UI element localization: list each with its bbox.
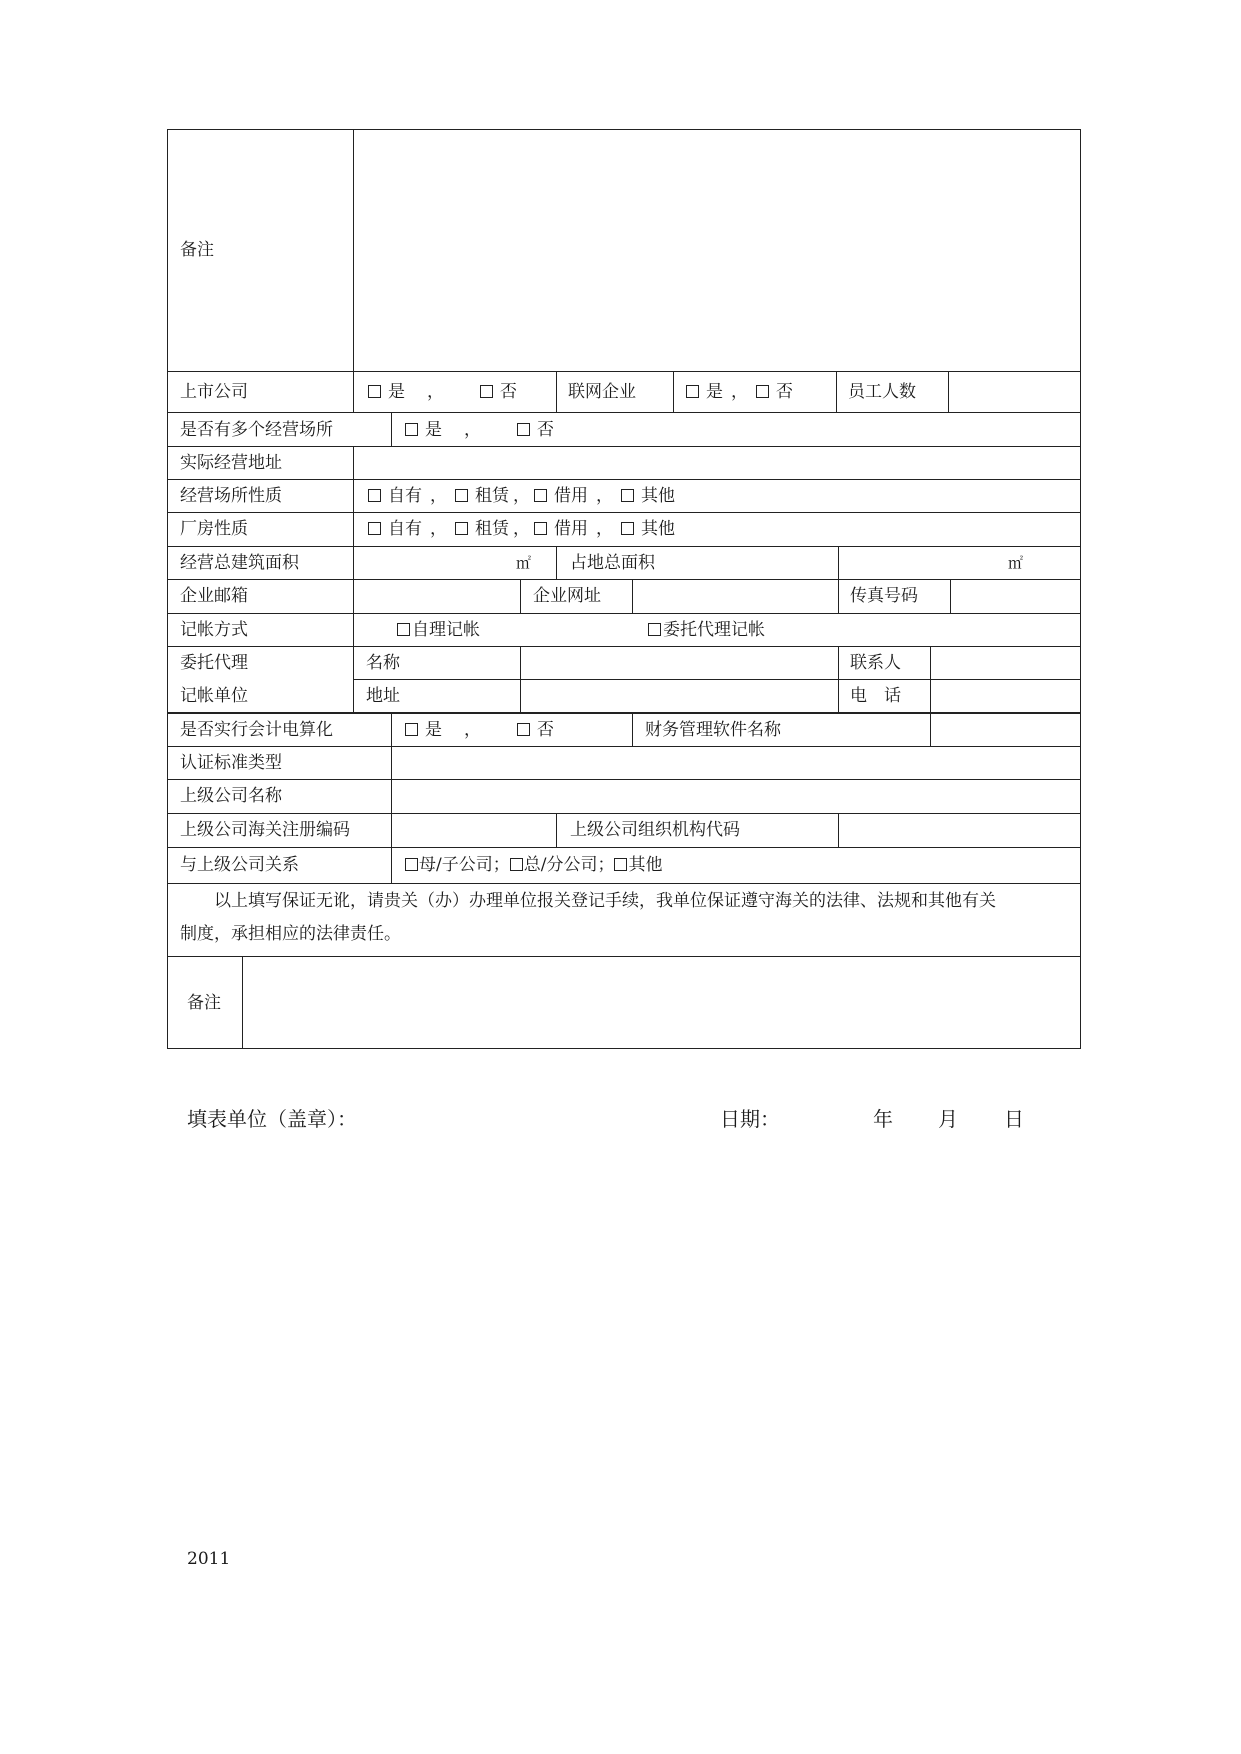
- parent-customs-code-label: 上级公司海关注册编码: [180, 820, 350, 840]
- computerized-no-option[interactable]: [517, 720, 554, 740]
- networked-no-option[interactable]: [756, 382, 793, 402]
- checkbox[interactable]: [648, 623, 661, 636]
- row-divider: [167, 479, 1081, 480]
- site-own-option[interactable]: [368, 486, 422, 506]
- agency-phone-label: 电 话: [850, 686, 901, 706]
- col-divider: [353, 129, 354, 413]
- checkbox[interactable]: [534, 489, 547, 502]
- row-divider: [167, 412, 1081, 413]
- land-area-field[interactable]: [840, 548, 1078, 578]
- remarks-top-label: 备注: [180, 240, 214, 260]
- option-label: 否: [537, 420, 554, 440]
- checkbox[interactable]: [756, 385, 769, 398]
- date-label: 日期：: [720, 1107, 780, 1131]
- checkbox[interactable]: [480, 385, 493, 398]
- checkbox[interactable]: [368, 522, 381, 535]
- option-label: 总/分公司；: [523, 855, 615, 875]
- listed-company-label: 上市公司: [180, 382, 248, 402]
- col-divider: [556, 813, 557, 847]
- land-area-label: 占地总面积: [570, 553, 655, 573]
- computerized-options: 是 ， 否: [405, 720, 554, 740]
- filler-unit-label: 填表单位（盖章）：: [187, 1107, 357, 1131]
- option-label: 自有: [388, 486, 422, 506]
- parent-customs-code-field[interactable]: [393, 815, 555, 845]
- multiple-sites-label: 是否有多个经营场所: [180, 420, 333, 440]
- row-divider: [167, 813, 1081, 814]
- date-day-label: 日: [1004, 1107, 1024, 1131]
- checkbox[interactable]: [510, 858, 523, 871]
- row-divider: [167, 646, 1081, 647]
- checkbox[interactable]: [621, 489, 634, 502]
- actual-address-field[interactable]: [355, 448, 1078, 478]
- parent-org-code-label: 上级公司组织机构代码: [570, 820, 740, 840]
- checkbox[interactable]: [405, 858, 418, 871]
- parent-name-field[interactable]: [393, 781, 1078, 811]
- option-label: 借用: [554, 486, 588, 506]
- checkbox[interactable]: [517, 423, 530, 436]
- software-name-field[interactable]: [932, 715, 1078, 745]
- relation-head-branch-option[interactable]: [510, 855, 615, 875]
- actual-address-label: 实际经营地址: [180, 453, 282, 473]
- checkbox[interactable]: [368, 385, 381, 398]
- relation-parent-sub-option[interactable]: [405, 855, 510, 875]
- parent-name-label: 上级公司名称: [180, 786, 282, 806]
- option-label: 租赁: [475, 519, 509, 539]
- option-label: 委托代理记帐: [663, 620, 765, 640]
- option-label: 其他: [628, 855, 663, 875]
- plant-borrow-option[interactable]: [534, 519, 588, 539]
- page-year: 2011: [187, 1549, 231, 1569]
- agency-contact-label: 联系人: [850, 653, 901, 673]
- computerized-yes-option[interactable]: [405, 720, 442, 740]
- table-border: [167, 1048, 1081, 1049]
- row-divider: [167, 712, 1081, 714]
- declaration-line1: 以上填写保证无讹，请贵关（办）办理单位报关登记手续，我单位保证遵守海关的法律、法规和其他有关: [214, 891, 996, 911]
- col-divider: [353, 646, 354, 713]
- row-divider: [167, 579, 1081, 580]
- col-divider: [353, 579, 354, 647]
- table-border: [167, 129, 168, 1049]
- date-year-label: 年: [873, 1107, 893, 1131]
- agency-phone-field[interactable]: [932, 681, 1078, 711]
- checkbox[interactable]: [405, 723, 418, 736]
- col-divider: [838, 813, 839, 847]
- table-border: [1080, 129, 1081, 1049]
- relation-other-option[interactable]: [614, 855, 662, 875]
- plant-nature-options: 自有 ， 租赁 ， 借用 ， 其他: [368, 519, 675, 539]
- checkbox[interactable]: [621, 522, 634, 535]
- col-divider: [520, 579, 521, 613]
- networked-yes-option[interactable]: [686, 382, 723, 402]
- row-divider: [167, 956, 1081, 957]
- networked-label: 联网企业: [568, 382, 636, 402]
- listed-company-options: 是 ， 否: [368, 382, 517, 402]
- agency-contact-field[interactable]: [932, 648, 1078, 678]
- agency-label-line2: 记帐单位: [180, 686, 248, 706]
- col-divider: [838, 546, 839, 580]
- option-label: 租赁: [475, 486, 509, 506]
- col-divider: [836, 371, 837, 413]
- site-borrow-option[interactable]: [534, 486, 588, 506]
- multiple-sites-no-option[interactable]: [517, 420, 554, 440]
- agency-name-field[interactable]: [522, 648, 837, 678]
- option-label: 是: [706, 382, 723, 402]
- option-label: 母/子公司；: [419, 855, 510, 875]
- site-other-option[interactable]: [621, 486, 675, 506]
- option-label: 其他: [641, 486, 675, 506]
- row-divider: [167, 847, 1081, 848]
- employee-count-label: 员工人数: [848, 382, 916, 402]
- site-lease-option[interactable]: [455, 486, 509, 506]
- plant-other-option[interactable]: [621, 519, 675, 539]
- col-divider: [838, 579, 839, 613]
- computerized-label: 是否实行会计电算化: [180, 720, 333, 740]
- bookkeeping-label: 记帐方式: [180, 620, 248, 640]
- table-border: [167, 129, 1081, 130]
- option-label: 是: [425, 420, 442, 440]
- fax-label: 传真号码: [850, 586, 918, 606]
- multiple-sites-yes-option[interactable]: [405, 420, 442, 440]
- option-label: 自理记帐: [412, 620, 480, 640]
- fax-field[interactable]: [952, 581, 1078, 611]
- agency-name-label: 名称: [366, 653, 400, 673]
- option-label: 是: [425, 720, 442, 740]
- checkbox[interactable]: [517, 723, 530, 736]
- checkbox[interactable]: [455, 522, 468, 535]
- col-divider: [520, 646, 521, 713]
- col-divider: [930, 712, 931, 746]
- col-divider: [353, 446, 354, 580]
- col-divider: [950, 579, 951, 613]
- agency-label-line1: 委托代理: [180, 653, 248, 673]
- website-label: 企业网址: [533, 586, 601, 606]
- bookkeeping-self-option[interactable]: [397, 620, 480, 640]
- checkbox[interactable]: [455, 489, 468, 502]
- row-divider: [353, 679, 1081, 680]
- option-label: 其他: [641, 519, 675, 539]
- col-divider: [391, 847, 392, 884]
- col-divider: [391, 712, 392, 847]
- plant-lease-option[interactable]: [455, 519, 509, 539]
- bookkeeping-agent-option[interactable]: [648, 620, 765, 640]
- software-name-label: 财务管理软件名称: [645, 720, 781, 740]
- listed-yes-option[interactable]: [368, 382, 405, 402]
- email-field[interactable]: [355, 581, 519, 611]
- option-label: 否: [500, 382, 517, 402]
- checkbox[interactable]: [614, 858, 627, 871]
- date-month-label: 月: [938, 1107, 958, 1131]
- land-area-unit: ㎡: [1008, 554, 1024, 572]
- col-divider: [556, 546, 557, 580]
- multiple-sites-options: 是 ， 否: [405, 420, 554, 440]
- row-divider: [167, 613, 1081, 614]
- parent-org-code-field[interactable]: [840, 815, 1078, 845]
- col-divider: [632, 579, 633, 613]
- col-divider: [948, 371, 949, 413]
- agency-address-field[interactable]: [522, 681, 837, 711]
- networked-options: 是 ， 否: [686, 382, 793, 402]
- checkbox[interactable]: [368, 489, 381, 502]
- checkbox[interactable]: [686, 385, 699, 398]
- col-divider: [838, 646, 839, 713]
- listed-no-option[interactable]: [480, 382, 517, 402]
- col-divider: [673, 371, 674, 413]
- cert-standard-field[interactable]: [393, 748, 1078, 778]
- agency-address-label: 地址: [366, 686, 400, 706]
- col-divider: [930, 646, 931, 713]
- building-area-unit: ㎡: [516, 554, 532, 572]
- parent-relation-label: 与上级公司关系: [180, 855, 299, 875]
- checkbox[interactable]: [534, 522, 547, 535]
- declaration-line2: 制度，承担相应的法律责任。: [180, 924, 401, 944]
- option-label: 借用: [554, 519, 588, 539]
- option-label: 自有: [388, 519, 422, 539]
- site-nature-options: 自有 ， 租赁 ， 借用 ， 其他: [368, 486, 675, 506]
- row-divider: [167, 746, 1081, 747]
- col-divider: [556, 371, 557, 413]
- row-divider: [167, 546, 1081, 547]
- remarks-bottom-label: 备注: [187, 993, 221, 1013]
- col-divider: [391, 412, 392, 447]
- row-divider: [167, 512, 1081, 513]
- row-divider: [167, 779, 1081, 780]
- site-nature-label: 经营场所性质: [180, 486, 282, 506]
- employee-count-field[interactable]: [950, 373, 1078, 411]
- plant-nature-label: 厂房性质: [180, 519, 248, 539]
- remarks-top-field[interactable]: [355, 131, 1078, 369]
- option-label: 否: [776, 382, 793, 402]
- col-divider: [632, 712, 633, 746]
- plant-own-option[interactable]: [368, 519, 422, 539]
- checkbox[interactable]: [397, 623, 410, 636]
- cert-standard-label: 认证标准类型: [180, 753, 282, 773]
- option-label: 否: [537, 720, 554, 740]
- option-label: 是: [388, 382, 405, 402]
- col-divider: [242, 956, 243, 1049]
- row-divider: [167, 446, 1081, 447]
- building-area-label: 经营总建筑面积: [180, 553, 299, 573]
- row-divider: [167, 371, 1081, 372]
- parent-relation-options: [405, 855, 662, 875]
- checkbox[interactable]: [405, 423, 418, 436]
- email-label: 企业邮箱: [180, 586, 248, 606]
- remarks-bottom-field[interactable]: [244, 958, 1078, 1046]
- website-field[interactable]: [634, 581, 837, 611]
- row-divider: [167, 883, 1081, 884]
